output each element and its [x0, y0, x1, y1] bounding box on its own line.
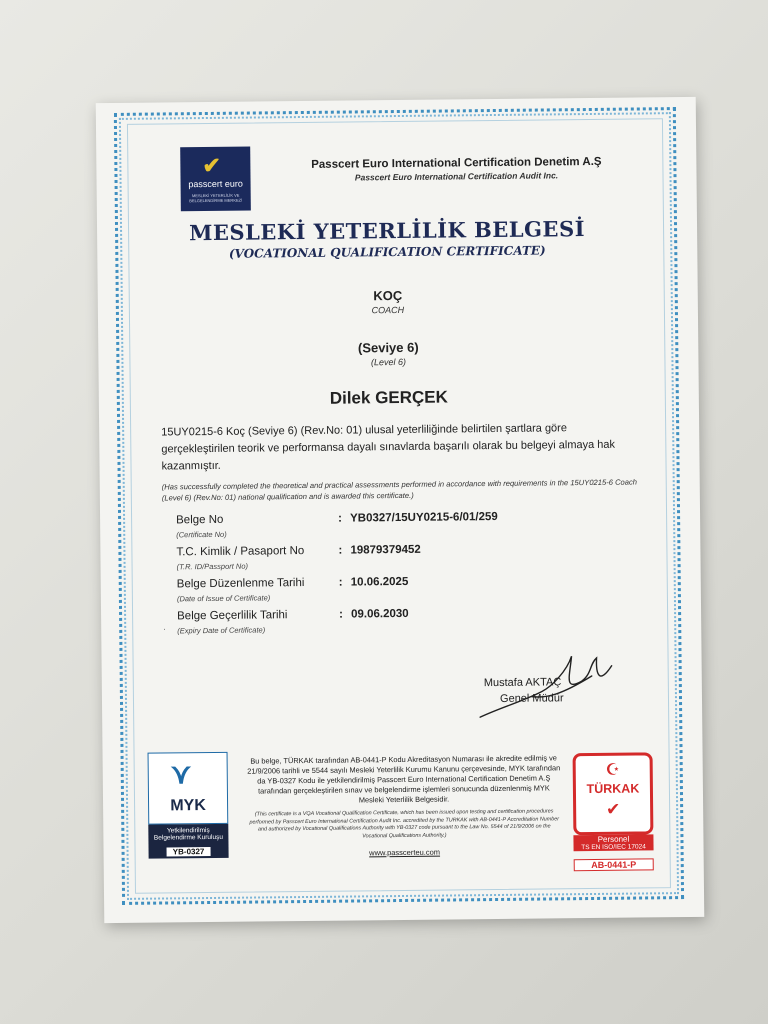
myk-line1: Yetkilendirilmiş	[166, 827, 210, 835]
field-id-no: T.C. Kimlik / Pasaport No (T.R. ID/Passport No) : 19879379452	[176, 543, 421, 572]
qualification-name-tr: KOÇ	[373, 287, 403, 304]
turkak-logo	[573, 752, 652, 871]
field-sublabel: (Date of Issue of Certificate)	[176, 593, 271, 604]
certificate-title	[157, 216, 617, 262]
level-tr: (Seviye 6)	[357, 339, 419, 356]
checkmark-icon: ✔	[202, 152, 221, 179]
field-value: 09.06.2030	[351, 607, 409, 621]
myk-name: MYK	[170, 797, 206, 815]
field-value: 10.06.2025	[350, 575, 409, 589]
title-en: (VOCATIONAL QUALIFICATION CERTIFICATE)	[228, 243, 546, 261]
field-certificate-no: Belge No (Certificate No) : YB0327/15UY0215-6/01/259	[176, 510, 498, 540]
ink-dot: ·	[163, 624, 166, 634]
field-issue-date: Belge Düzenlenme Tarihi (Date of Issue of Certificate) : 10.06.2025	[176, 575, 409, 604]
company-header	[296, 156, 616, 183]
level-en: (Level 6)	[370, 356, 407, 368]
field-value: 19879379452	[350, 543, 421, 557]
passcert-logo	[180, 147, 251, 212]
holder-name: Dilek GERÇEK	[329, 387, 448, 408]
field-sublabel: (Expiry Date of Certificate)	[177, 625, 266, 636]
legal-text-en: (This certificate is a VQA Vocational Qualification Certificate, which has been issued upon testing and certification procedures performed by Passcert Euro International Certification Audit Inc. accredited by the TURKAK with AB-0441-P Accreditation Number and authorized by Vocational Qualifications Authority with YB-0327 code pursuant to the Law No. 5544 of 21/9/2006 on the Vocational Qualifications Authority.)	[249, 808, 560, 839]
turkak-category: Personel	[597, 834, 630, 844]
website-link[interactable]: www.passcerteu.com	[369, 847, 441, 858]
myk-emblem-icon: ⋎	[170, 758, 192, 790]
field-sublabel: (T.R. ID/Passport No)	[176, 561, 249, 572]
company-name-en: Passcert Euro International Certification Audit Inc.	[354, 170, 559, 183]
turkak-name: TÜRKAK	[586, 781, 640, 797]
check-circle-icon: ✔	[605, 799, 621, 819]
qualification-level	[158, 338, 618, 370]
myk-line2: Belgelendirme Kuruluşu	[153, 833, 223, 842]
field-sublabel: (Certificate No)	[176, 529, 227, 540]
company-name-tr: Passcert Euro International Certification Denetim A.Ş	[311, 155, 602, 171]
field-label: T.C. Kimlik / Pasaport No	[176, 545, 305, 559]
statement-tr: 15UY0215-6 Koç (Seviye 6) (Rev.No: 01) ulusal yeterliliğinde belirtilen şartlara göre gerçekleştirilen teorik ve performansa dayalı sınavlarda başarılı olarak bu belgeyi almaya hak kazanmıştır.	[161, 422, 616, 473]
qualification-name-en: COACH	[371, 304, 405, 316]
legal-text-tr: Bu belge, TÜRKAK tarafından AB-0441-P Kodu Akreditasyon Numarası ile akredite edilmiş ve 21/9/2006 tarihli ve 5544 sayılı Mesleki Yeterlilik Kurumu Kanunu çerçevesinde, MYK tarafından da YB-0327 Kodu ile yetkilendirilmiş Passcert Euro International Certification Denetim A.Ş tarafından gerçekleştirilen sınav ve belgelendirme işlemleri sonucunda düzenlenmiş MYK Mesleki Yeterlilik Belgesidir.	[247, 753, 561, 805]
turkak-standard: TS EN ISO/IEC 17024	[581, 843, 646, 852]
myk-logo	[148, 752, 229, 863]
signatory-name: Mustafa AKTAÇ	[483, 676, 562, 690]
field-expiry-date: Belge Geçerlilik Tarihi (Expiry Date of Certificate) : 09.06.2030	[177, 607, 409, 636]
logo-name: passcert euro	[188, 178, 243, 190]
field-value: YB0327/15UY0215-6/01/259	[350, 510, 498, 525]
crescent-star-icon: ☪	[605, 761, 620, 779]
qualification-name	[158, 286, 618, 318]
field-label: Belge Düzenlenme Tarihi	[176, 577, 305, 591]
myk-code: YB-0327	[167, 847, 211, 856]
certificate-paper	[96, 97, 705, 923]
field-label: Belge No	[176, 513, 224, 527]
title-tr: MESLEKİ YETERLİLİK BELGESİ	[189, 216, 586, 246]
field-label: Belge Geçerlilik Tarihi	[177, 609, 288, 623]
logo-subtitle: MESLEKİ YETERLİLİK VE BELGELENDİRME MERKEZİ	[189, 192, 243, 204]
turkak-code: AB-0441-P	[574, 858, 654, 871]
statement-en: (Has successfully completed the theoretical and practical assessments performed in accordance with requirements in the 15UY0215-6 Coach (Level 6) (Rev.No: 01) national qualification and is awarded this certificate.)	[161, 477, 638, 503]
signatory-title: Genel Müdür	[499, 692, 564, 705]
